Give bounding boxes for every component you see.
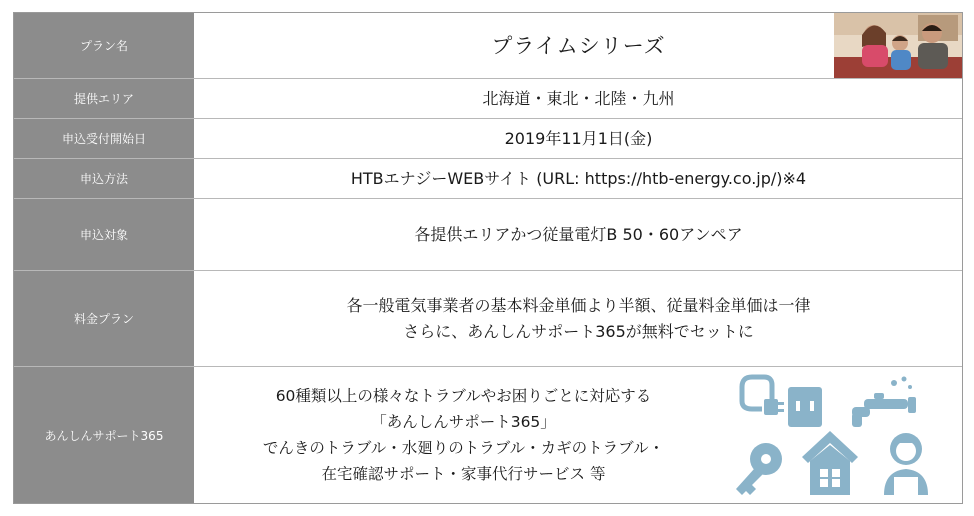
row-label: 申込受付開始日 — [14, 119, 194, 158]
family-photo — [834, 13, 962, 78]
plan-name-value: プライムシリーズ — [491, 33, 666, 58]
text-line: 60種類以上の様々なトラブルやお困りごとに対応する — [275, 387, 652, 405]
text-line: さらに、あんしんサポート365が無料でセットに — [403, 321, 754, 341]
row-value: HTBエナジーWEBサイト (URL: https://htb-energy.co.jp/)※4 — [350, 168, 807, 188]
plug-outlet-icon — [742, 377, 822, 427]
person-icon — [884, 433, 928, 495]
house-icon — [802, 431, 858, 495]
row-label: あんしんサポート365 — [14, 367, 194, 503]
faucet-icon — [852, 377, 916, 428]
table-row-area — [14, 78, 962, 118]
row-label: 提供エリア — [14, 79, 194, 118]
plan-table — [13, 12, 963, 504]
row-value — [195, 367, 732, 503]
row-label: プラン名 — [14, 13, 194, 78]
row-value: 2019年11月1日(金) — [504, 128, 653, 148]
text-line: 各一般電気事業者の基本料金単価より半額、従量料金単価は一律 — [346, 295, 811, 315]
text-line: でんきのトラブル・水廻りのトラブル・カギのトラブル・ — [262, 439, 665, 457]
text-line: 「あんしんサポート365」 — [371, 413, 556, 431]
table-row-start-date — [14, 118, 962, 158]
row-value — [195, 271, 962, 366]
key-icon — [736, 443, 782, 495]
table-row-support — [14, 366, 962, 503]
row-label: 申込方法 — [14, 159, 194, 198]
table-row-plan-name — [14, 13, 962, 78]
table-row-method — [14, 158, 962, 198]
text-line: 在宅確認サポート・家事代行サービス 等 — [321, 465, 606, 483]
table-row-pricing — [14, 270, 962, 366]
row-label: 料金プラン — [14, 271, 194, 366]
support-icons — [734, 373, 944, 499]
table-row-target — [14, 198, 962, 270]
row-value: 北海道・東北・北陸・九州 — [482, 88, 675, 108]
row-label: 申込対象 — [14, 199, 194, 270]
row-value: 各提供エリアかつ従量電灯B 50・60アンペア — [414, 224, 743, 244]
